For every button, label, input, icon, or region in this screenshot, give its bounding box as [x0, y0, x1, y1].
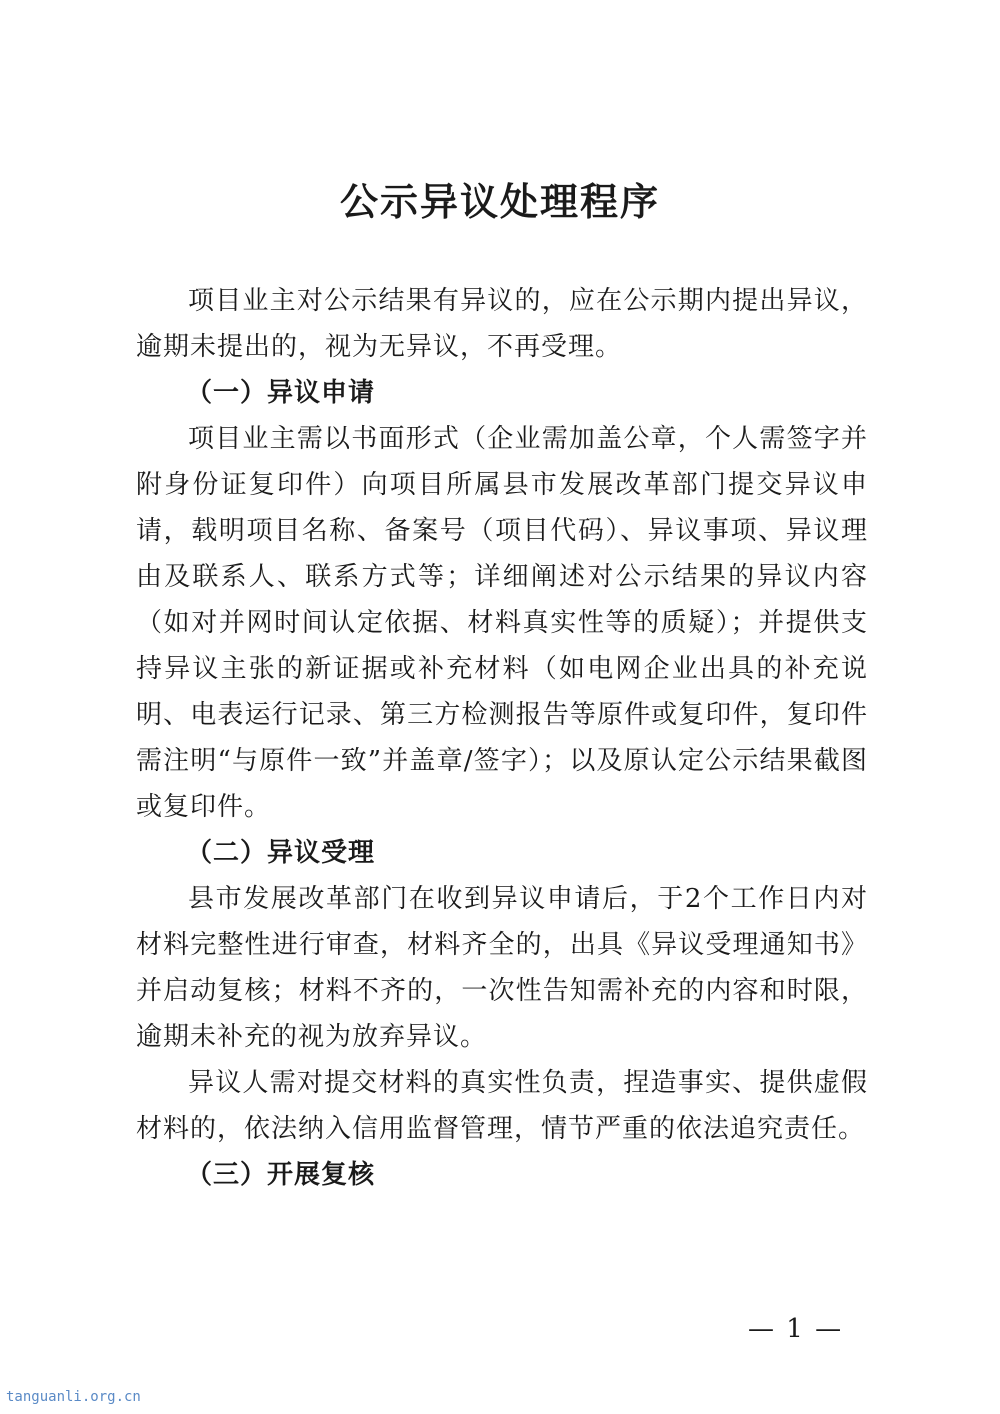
document-body	[136, 278, 868, 1198]
document-title: 公示异议处理程序	[339, 179, 660, 224]
section-heading-application: （一）异议申请	[186, 378, 376, 408]
section-heading-review: （三）开展复核	[186, 1160, 376, 1190]
paragraph-intro: 项目业主对公示结果有异议的，应在公示期内提出异议，逾期未提出的，视为无异议，不再受理。	[136, 286, 868, 362]
paragraph-responsibility: 异议人需对提交材料的真实性负责，捏造事实、提供虚假材料的，依法纳入信用监督管理，情节严重的依法追究责任。	[136, 1068, 868, 1144]
page-number: — 1 —	[748, 1314, 844, 1344]
section-heading-acceptance: （二）异议受理	[186, 838, 376, 868]
paragraph-application: 项目业主需以书面形式（企业需加盖公章，个人需签字并附身份证复印件）向项目所属县市发展改革部门提交异议申请，载明项目名称、备案号（项目代码）、异议事项、异议理由及联系人、联系方式等；详细阐述对公示结果的异议内容（如对并网时间认定依据、材料真实性等的质疑）；并提供支持异议主张的新证据或补充材料（如电网企业出具的补充说明、电表运行记录、第三方检测报告等原件或复印件，复印件需注明“与原件一致”并盖章/签字）；以及原认定公示结果截图或复印件。	[136, 424, 868, 822]
paragraph-acceptance: 县市发展改革部门在收到异议申请后，于2个工作日内对材料完整性进行审查，材料齐全的，出具《异议受理通知书》并启动复核；材料不齐的，一次性告知需补充的内容和时限，逾期未补充的视为放弃异议。	[136, 884, 868, 1052]
site-watermark: tanguanli.org.cn	[6, 1389, 141, 1405]
